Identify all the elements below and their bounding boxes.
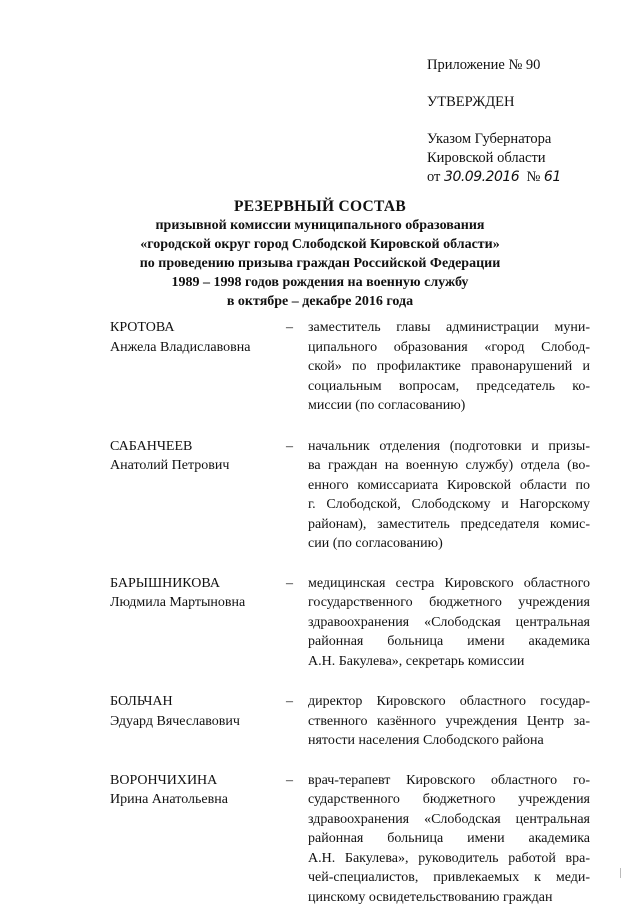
description-line: енного комиссариата Кировской области по [308, 476, 590, 496]
heading-line: 1989 – 1998 годов рождения на военную службу [100, 273, 540, 292]
description-line: миссии (по согласованию) [308, 396, 590, 416]
number-prefix: № [526, 169, 540, 185]
description-line: сии (по согласованию) [308, 534, 590, 554]
member-surname: КРОТОВА [110, 318, 286, 338]
member-description [308, 771, 590, 907]
description-line: ственного казённого учреждения Центр за- [308, 712, 590, 732]
member-entry [110, 318, 600, 416]
description-line: чей-специалистов, привлекаемых к меди- [308, 868, 590, 888]
member-description [308, 318, 590, 416]
approved-label: УТВЕРЖДЕН [427, 93, 627, 112]
member-name [110, 692, 286, 731]
member-name [110, 771, 286, 810]
decree-line-1: Указом Губернатора [427, 130, 627, 149]
description-line: ципального образования «город Слобод- [308, 338, 590, 358]
description-line: врач-терапевт Кировского областного го- [308, 771, 590, 791]
handwritten-date: 30.09.2016 [444, 169, 519, 185]
approval-block [427, 56, 627, 187]
description-line: А.Н. Бакулева», руководитель работой вра- [308, 849, 590, 869]
member-entry [110, 692, 600, 751]
member-description [308, 437, 590, 554]
description-line: районам), заместитель председателя комис- [308, 515, 590, 535]
member-name [110, 437, 286, 476]
member-dash: – [286, 692, 308, 712]
member-surname: ВОРОНЧИХИНА [110, 771, 286, 791]
heading-line: по проведению призыва граждан Российской Федерации [100, 254, 540, 273]
member-description [308, 692, 590, 751]
member-given-name: Анжела Владиславовна [110, 338, 286, 358]
decree-line-2: Кировской области [427, 149, 627, 168]
heading-line: «городской округ город Слободской Кировской области» [100, 235, 540, 254]
description-line: А.Н. Бакулева», секретарь комиссии [308, 652, 590, 672]
member-dash: – [286, 771, 308, 791]
heading-line: в октябре – декабре 2016 года [100, 292, 540, 311]
scan-artifact [620, 868, 627, 878]
description-line: ва граждан на военную службу) отдела (во- [308, 456, 590, 476]
member-entry [110, 574, 600, 672]
member-surname: БАРЫШНИКОВА [110, 574, 286, 594]
description-line: ской» по профилактике правонарушений и [308, 357, 590, 377]
handwritten-number: 61 [544, 169, 561, 185]
document-title: РЕЗЕРВНЫЙ СОСТАВ [100, 197, 540, 216]
description-line: г. Слободской, Слободскому и Нагорскому [308, 495, 590, 515]
member-surname: БОЛЬЧАН [110, 692, 286, 712]
member-name [110, 318, 286, 357]
member-surname: САБАНЧЕЕВ [110, 437, 286, 457]
description-line: заместитель главы администрации муни- [308, 318, 590, 338]
member-given-name: Анатолий Петрович [110, 456, 286, 476]
member-name [110, 574, 286, 613]
member-dash: – [286, 437, 308, 457]
document-heading [100, 197, 540, 311]
description-line: районная больница имени академика [308, 829, 590, 849]
member-given-name: Ирина Анатольевна [110, 790, 286, 810]
appendix-number: Приложение № 90 [427, 56, 627, 75]
description-line: социальным вопросам, председатель ко- [308, 377, 590, 397]
description-line: государственного бюджетного учреждения [308, 593, 590, 613]
member-dash: – [286, 574, 308, 594]
date-prefix: от [427, 169, 440, 185]
description-line: директор Кировского областного государ- [308, 692, 590, 712]
member-entry [110, 771, 600, 907]
description-line: цинскому освидетельствованию граждан [308, 888, 590, 907]
member-description [308, 574, 590, 672]
member-entry [110, 437, 600, 554]
heading-line: призывной комиссии муниципального образования [100, 216, 540, 235]
description-line: здравоохранения «Слободская центральная [308, 810, 590, 830]
member-dash: – [286, 318, 308, 338]
description-line: нятости населения Слободского района [308, 731, 590, 751]
description-line: районная больница имени академика [308, 632, 590, 652]
members-list [110, 318, 600, 907]
description-line: начальник отделения (подготовки и призы- [308, 437, 590, 457]
description-line: медицинская сестра Кировского областного [308, 574, 590, 594]
decree-date-line [427, 168, 627, 187]
member-given-name: Эдуард Вячеславович [110, 712, 286, 732]
member-given-name: Людмила Мартыновна [110, 593, 286, 613]
description-line: сударственного бюджетного учреждения [308, 790, 590, 810]
description-line: здравоохранения «Слободская центральная [308, 613, 590, 633]
